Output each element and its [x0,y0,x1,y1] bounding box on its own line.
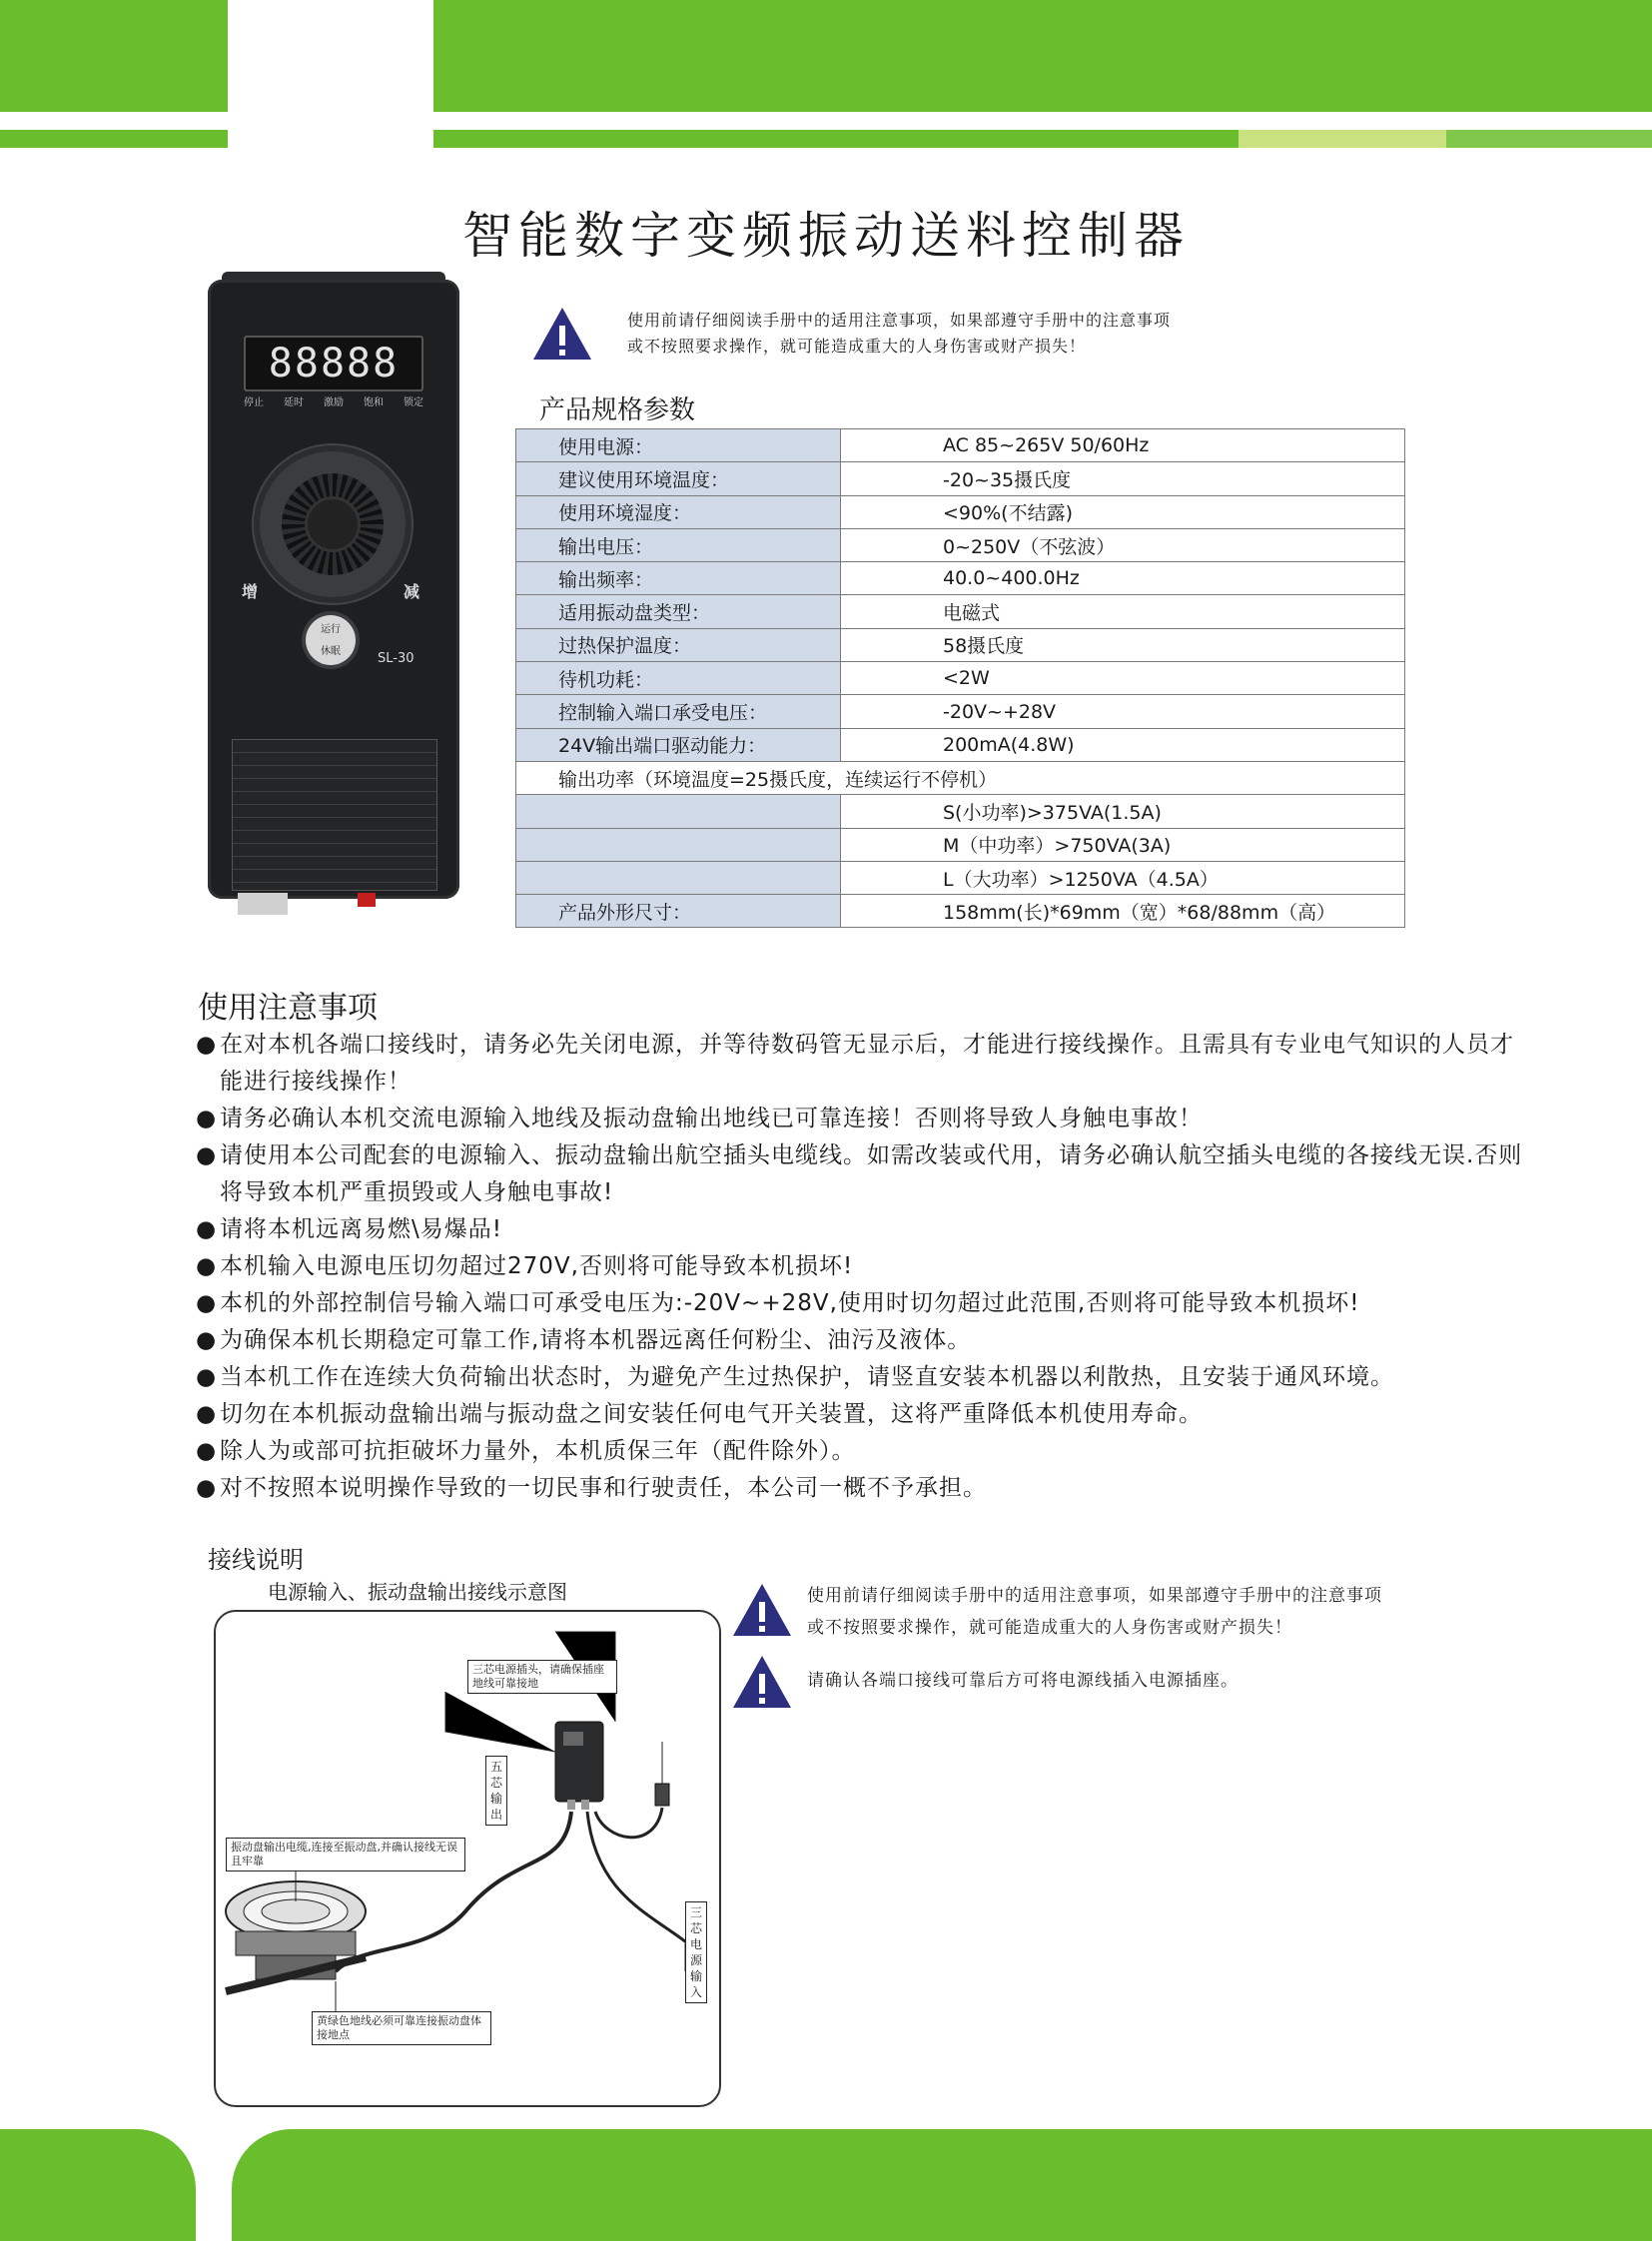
warning-icon [531,306,593,362]
run-label: 运行 [321,624,341,635]
device-minus-label: 减 [404,582,420,601]
spec-value: 158mm(长)*69mm（宽）*68/88mm（高） [841,895,1405,928]
spec-row [516,595,1405,628]
callout-ground: 黄绿色地线必须可靠连接振动盘体接地点 [312,2011,491,2045]
spec-key: 使用环境湿度： [516,495,841,528]
device-indicator-labels [244,393,423,408]
wiring-diagram [214,1610,721,2107]
warning-line: 使用前请仔细阅读手册中的适用注意事项，如果部遵守手册中的注意事项 [807,1586,1382,1606]
list-item-text: 请使用本公司配套的电源输入、振动盘输出航空插头电缆线。如需改装或代用，请务必确认航空插头电缆的各接线无误.否则将导致本机严重损毁或人身触电事故! [220,1142,1523,1205]
bullet-icon: ● [196,1475,218,1501]
indicator-label: 停止 [244,397,264,408]
top-stripe-left [0,130,228,148]
device-run-button [306,615,356,665]
spec-power-header-row [516,761,1405,794]
spec-value: 40.0~400.0Hz [841,562,1405,595]
callout-five-core: 五芯输出 [485,1756,507,1826]
spec-title: 产品规格参数 [539,395,696,425]
bullet-icon: ● [196,1106,218,1131]
list-item-text: 本机输入电源电压切勿超过270V,否则将可能导致本机损坏! [220,1253,854,1279]
bullet-icon: ● [196,1401,218,1427]
precautions-title: 使用注意事项 [198,991,378,1026]
spec-value: 电磁式 [841,595,1405,628]
list-item [198,1396,1526,1433]
spec-row [516,695,1405,728]
spec-value: -20V~+28V [841,695,1405,728]
bullet-icon: ● [196,1290,218,1316]
spec-key: 待机功耗： [516,662,841,695]
device-knob [254,445,412,603]
bullet-icon: ● [196,1364,218,1390]
top-band-right [433,0,1652,112]
spec-key: 使用电源： [516,429,841,462]
bullet-icon: ● [196,1216,218,1242]
spec-key-empty [516,795,841,828]
indicator-label: 延时 [284,397,304,408]
spec-value: <90%(不结露) [841,495,1405,528]
top-stripe-end [1446,130,1652,148]
top-stripe-mid [433,130,1239,148]
spec-key: 控制输入端口承受电压： [516,695,841,728]
bottom-band-right [232,2129,1652,2241]
spec-key-empty [516,828,841,861]
list-item-text: 当本机工作在连续大负荷输出状态时，为避免产生过热保护，请竖直安装本机器以利散热，且安装于通风环境。 [220,1364,1394,1390]
bullet-icon: ● [196,1438,218,1464]
spec-row [516,528,1405,561]
list-item [198,1285,1526,1322]
spec-value: 0~250V（不弦波） [841,528,1405,561]
spec-value: -20~35摄氏度 [841,462,1405,495]
list-item [198,1101,1526,1137]
wiring-title: 接线说明 [208,1546,304,1574]
diagram-title: 电源输入、振动盘输出接线示意图 [268,1580,567,1604]
list-item [198,1433,1526,1470]
spec-value: AC 85~265V 50/60Hz [841,429,1405,462]
spec-row [516,728,1405,761]
spec-row [516,828,1405,861]
list-item-text: 请将本机远离易燃\易爆品! [220,1216,502,1242]
warning-text [627,308,1171,360]
callout-plug: 三芯电源插头，请确保插座地线可靠接地 [467,1660,617,1694]
spec-value: <2W [841,662,1405,695]
callout-bowl-cable: 振动盘输出电缆,连接至振动盘,并确认接线无误且牢靠 [226,1838,465,1871]
indicator-label: 饱和 [364,397,384,408]
spec-row [516,662,1405,695]
list-item-text: 为确保本机长期稳定可靠工作,请将本机器远离任何粉尘、油污及液体。 [220,1327,972,1353]
list-item [198,1027,1526,1101]
spec-key: 24V输出端口驱动能力： [516,728,841,761]
list-item-text: 请务必确认本机交流电源输入地线及振动盘输出地线已可靠连接！否则将导致人身触电事故！ [220,1106,1203,1131]
spec-key: 产品外形尺寸： [516,895,841,928]
spec-row [516,895,1405,928]
callout-three-core: 三芯电源输入 [685,1901,707,2003]
precautions-list [198,1027,1526,1507]
bullet-icon: ● [196,1142,218,1168]
spec-row [516,861,1405,894]
list-item-text: 切勿在本机振动盘输出端与振动盘之间安装任何电气开关装置，这将严重降低本机使用寿命。 [220,1401,1203,1427]
spec-key: 输出电压： [516,528,841,561]
warning-icon [731,1654,793,1710]
spec-value: L（大功率）>1250VA（4.5A） [841,861,1405,894]
spec-value: M（中功率）>750VA(3A) [841,828,1405,861]
top-band-left [0,0,228,112]
device-led-display: 88888 [244,336,423,391]
knob-grip [282,473,384,575]
list-item [198,1322,1526,1359]
indicator-label: 激励 [324,397,344,408]
device-plus-label: 增 [242,582,259,601]
warning-line: 或不按照要求操作，就可能造成重大的人身伤害或财产损失！ [807,1618,1292,1638]
spec-row [516,562,1405,595]
list-item [198,1137,1526,1211]
device-rear-label [232,739,437,891]
spec-value: 200mA(4.8W) [841,728,1405,761]
warning-line: 使用前请仔细阅读手册中的适用注意事项，如果部遵守手册中的注意事项 [627,311,1172,330]
spec-key-empty [516,861,841,894]
device-power-switch [358,893,376,907]
spec-key: 适用振动盘类型： [516,595,841,628]
warning-icon [731,1582,793,1638]
bullet-icon: ● [196,1327,218,1353]
device-model-label: SL-30 [378,651,414,666]
controller-device-image [208,272,459,921]
list-item-text: 本机的外部控制信号输入端口可承受电压为:-20V~+28V,使用时切勿超过此范围,否则将可能导致本机损坏! [220,1290,1360,1316]
list-item-text: 在对本机各端口接线时，请务必先关闭电源，并等待数码管无显示后，才能进行接线操作。且需具有专业电气知识的人员才能进行接线操作！ [220,1032,1514,1095]
spec-table [515,428,1405,928]
spec-row [516,628,1405,661]
bottom-band-left [0,2129,196,2241]
device-body [208,280,459,899]
list-item-text: 对不按照本说明操作导致的一切民事和行驶责任，本公司一概不予承担。 [220,1475,987,1501]
bullet-icon: ● [196,1253,218,1279]
spec-row [516,795,1405,828]
list-item [198,1211,1526,1248]
warning-line: 或不按照要求操作，就可能造成重大的人身伤害或财产损失！ [627,337,1087,356]
spec-value: 58摄氏度 [841,628,1405,661]
knob-cap [308,499,358,549]
list-item [198,1359,1526,1396]
page-title: 智能数字变频振动送料控制器 [462,207,1190,265]
list-item [198,1248,1526,1285]
wiring-warning-text-2: 请确认各端口接线可靠后方可将电源线插入电源插座。 [807,1671,1239,1691]
spec-row [516,429,1405,462]
device-connector [238,893,288,915]
spec-row [516,462,1405,495]
spec-key: 输出频率： [516,562,841,595]
list-item-text: 除人为或部可抗拒破坏力量外，本机质保三年（配件除外）。 [220,1438,856,1464]
bullet-icon: ● [196,1032,218,1058]
indicator-label: 锁定 [404,397,423,408]
spec-power-header: 输出功率（环境温度=25摄氏度，连续运行不停机） [516,761,1405,794]
wiring-warning-text [807,1580,1382,1644]
spec-value: S(小功率)>375VA(1.5A) [841,795,1405,828]
list-item [198,1470,1526,1507]
spec-key: 过热保护温度： [516,628,841,661]
spec-key: 建议使用环境温度： [516,462,841,495]
spec-row [516,495,1405,528]
top-stripe-light [1239,130,1446,148]
sleep-label: 休眠 [321,646,341,657]
